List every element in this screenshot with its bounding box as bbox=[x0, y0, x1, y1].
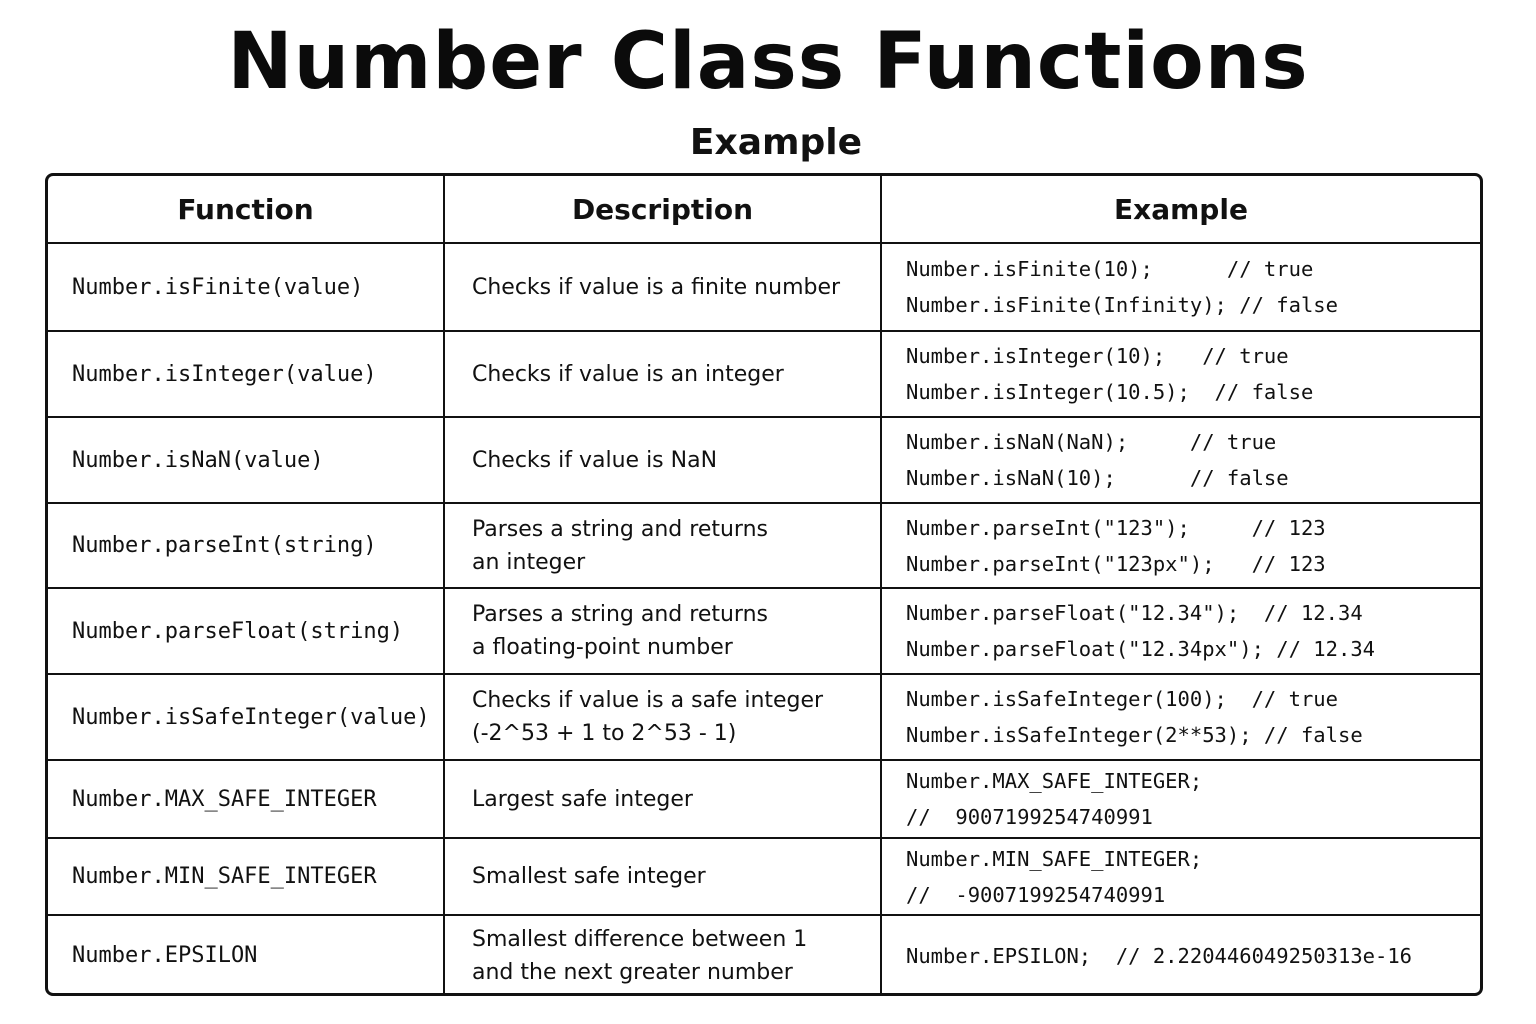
table-row bbox=[48, 331, 1480, 417]
example-code-line: Number.MIN_SAFE_INTEGER; bbox=[906, 846, 1203, 871]
table-row bbox=[48, 503, 1480, 588]
description-cell bbox=[444, 243, 881, 331]
function-cell: Number.isNaN(value) bbox=[48, 417, 444, 503]
description-line: Checks if value is a finite number bbox=[472, 274, 841, 300]
table-row bbox=[48, 838, 1480, 915]
example-cell bbox=[881, 674, 1480, 760]
description-line: Checks if value is a safe integer bbox=[472, 688, 824, 713]
example-code-line: Number.isInteger(10.5); // false bbox=[906, 380, 1314, 404]
description-cell bbox=[444, 417, 881, 503]
example-code-line: Number.isNaN(NaN); // true bbox=[906, 430, 1277, 454]
table-row bbox=[48, 674, 1480, 760]
example-code-line: Number.parseFloat("12.34px"); // 12.34 bbox=[906, 637, 1375, 661]
description-line: Checks if value is NaN bbox=[472, 447, 718, 473]
table-row bbox=[48, 760, 1480, 838]
example-cell bbox=[881, 331, 1480, 417]
example-code-line: Number.parseInt("123px"); // 123 bbox=[906, 551, 1326, 576]
table-row bbox=[48, 417, 1480, 503]
function-cell: Number.isInteger(value) bbox=[48, 331, 444, 417]
example-cell bbox=[881, 503, 1480, 588]
table-body bbox=[48, 243, 1480, 995]
example-code-line: Number.isFinite(Infinity); // false bbox=[906, 293, 1338, 317]
description-line: Smallest difference between 1 bbox=[472, 926, 808, 952]
example-code-line: Number.parseInt("123"); // 123 bbox=[906, 515, 1326, 540]
description-line: a floating-point number bbox=[472, 635, 733, 660]
table-header-row bbox=[48, 176, 1480, 243]
example-code-line: Number.isSafeInteger(2**53); // false bbox=[906, 723, 1363, 747]
description-line: (-2^53 + 1 to 2^53 - 1) bbox=[472, 721, 737, 746]
function-cell: Number.isSafeInteger(value) bbox=[48, 674, 444, 760]
description-cell bbox=[444, 674, 881, 760]
description-line: Parses a string and returns bbox=[472, 516, 768, 542]
description-line: an integer bbox=[472, 549, 586, 575]
table-row bbox=[48, 915, 1480, 995]
description-line: and the next greater number bbox=[472, 959, 793, 985]
description-line: Largest safe integer bbox=[472, 786, 693, 812]
example-code-line: Number.MAX_SAFE_INTEGER; bbox=[906, 769, 1203, 793]
example-code-line: Number.isSafeInteger(100); // true bbox=[906, 687, 1338, 711]
description-cell bbox=[444, 588, 881, 674]
example-code-line: Number.isNaN(10); // false bbox=[906, 466, 1289, 490]
description-line: Smallest safe integer bbox=[472, 864, 706, 889]
header-function: Function bbox=[48, 176, 444, 243]
table-row bbox=[48, 243, 1480, 331]
example-cell bbox=[881, 588, 1480, 674]
example-code-line: Number.parseFloat("12.34"); // 12.34 bbox=[906, 601, 1363, 625]
description-cell bbox=[444, 915, 881, 995]
description-cell bbox=[444, 760, 881, 838]
header-description: Description bbox=[444, 176, 881, 243]
example-code-line: Number.isFinite(10); // true bbox=[906, 257, 1314, 281]
description-cell bbox=[444, 838, 881, 915]
example-cell bbox=[881, 915, 1480, 995]
function-cell: Number.parseInt(string) bbox=[48, 503, 444, 588]
description-cell bbox=[444, 503, 881, 588]
function-cell: Number.MAX_SAFE_INTEGER bbox=[48, 760, 444, 838]
example-code-line: Number.EPSILON; // 2.220446049250313e-16 bbox=[906, 943, 1413, 968]
example-cell bbox=[881, 838, 1480, 915]
description-line: Checks if value is an integer bbox=[472, 361, 784, 387]
example-cell bbox=[881, 243, 1480, 331]
example-code-line: Number.isInteger(10); // true bbox=[906, 344, 1289, 368]
function-cell: Number.isFinite(value) bbox=[48, 243, 444, 331]
page-title: Number Class Functions bbox=[227, 17, 1309, 107]
example-cell bbox=[881, 417, 1480, 503]
example-code-line: // 9007199254740991 bbox=[906, 805, 1153, 829]
description-cell bbox=[444, 331, 881, 417]
description-line: Parses a string and returns bbox=[472, 602, 768, 627]
function-cell: Number.EPSILON bbox=[48, 915, 444, 995]
header-example: Example bbox=[881, 176, 1480, 243]
functions-table bbox=[45, 173, 1483, 996]
example-cell bbox=[881, 760, 1480, 838]
page-subtitle: Example bbox=[689, 122, 863, 163]
example-code-line: // -9007199254740991 bbox=[906, 882, 1166, 907]
function-cell: Number.parseFloat(string) bbox=[48, 588, 444, 674]
table-row bbox=[48, 588, 1480, 674]
function-cell: Number.MIN_SAFE_INTEGER bbox=[48, 838, 444, 915]
